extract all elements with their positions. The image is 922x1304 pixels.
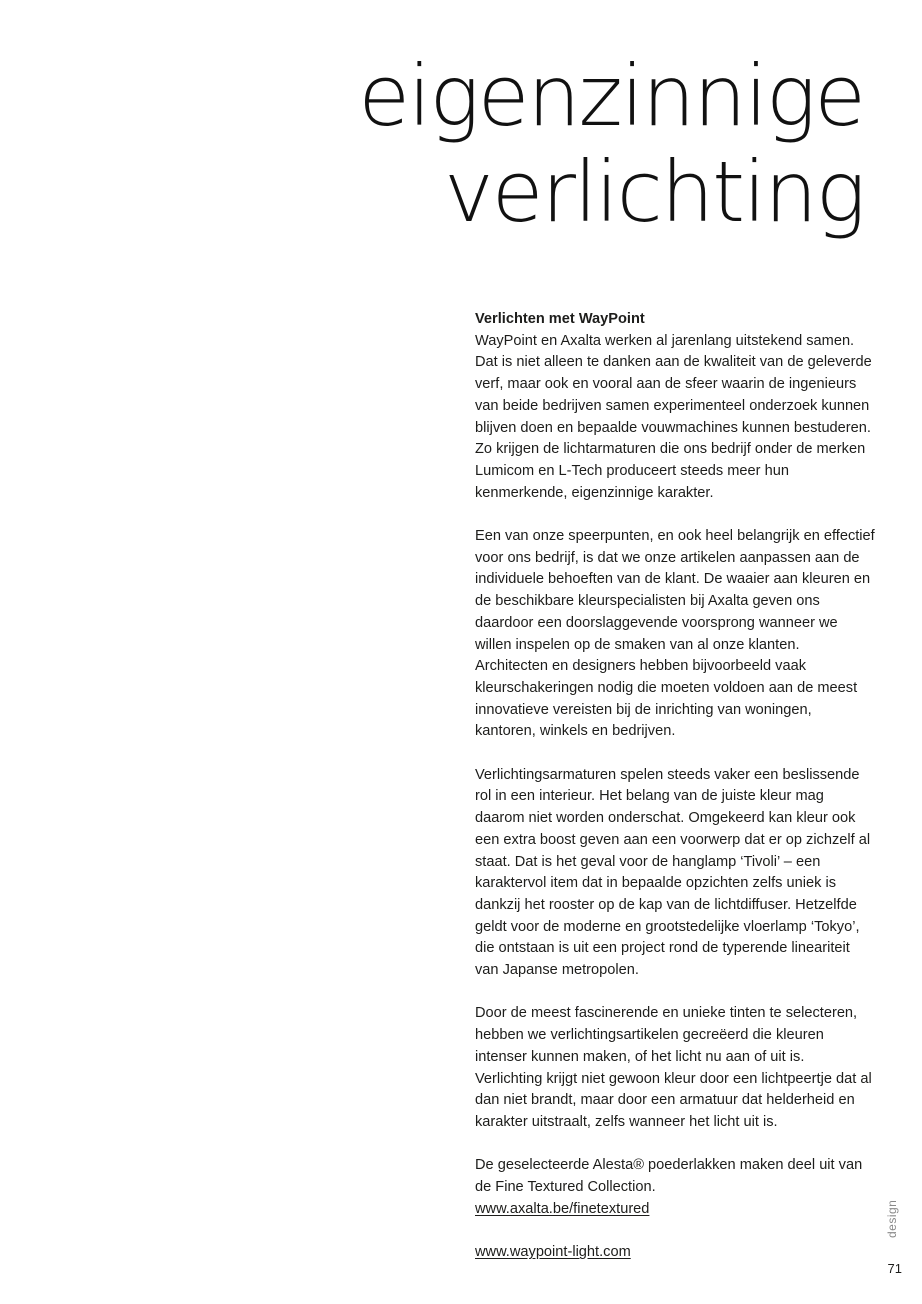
paragraph-2: Een van onze speerpunten, en ook heel belangrijk en effectief voor ons bedrijf, is dat we onze artikelen aanpassen aan de individuele behoeften van de klant. De waaier aan kleuren en de beschikbare kleurspecialisten bij Axalta geven ons daardoor een doorslaggevende voorsprong wanneer we willen inspelen op de smaken van al onze klanten. Architecten en designers hebben bijvoorbeeld vaak kleurschakeringen nodig die moeten voldoen aan de meest innovatieve vereisten bij de inrichting van woningen, kantoren, winkels en bedrijven. [475,528,875,740]
closing-text: De geselecteerde Alesta® poederlakken maken deel uit van de Fine Textured Collection. [475,1157,863,1196]
closing-block [475,1155,875,1220]
paragraph-3: Verlichtingsarmaturen spelen steeds vaker een beslissende rol in een interieur. Het belang van de juiste kleur mag daarom niet worden onderschat. Omgekeerd kan kleur ook een extra boost geven aan een voorwerp dat er op zichzelf al staat. Dat is het geval voor de hanglamp ‘Tivoli’ – een karaktervol item dat in bepaalde opzichten zelfs uniek is dankzij het rooster op de kap van de lichtdiffuser. Hetzelfde geldt voor de moderne en grootstedelijke vloerlamp ‘Tokyo’, die ontstaan is uit een project rond de typerende lineariteit van Japanse metropolen. [475,766,871,979]
page-title [358,48,864,240]
article-body [475,309,875,1286]
title-line-1: eigenzinnige [358,47,864,145]
axalta-link[interactable]: www.axalta.be/finetextured [475,1200,650,1217]
paragraph-1: WayPoint en Axalta werken al jarenlang uitstekend samen. Dat is niet alleen te danken aan de kwaliteit van de geleverde verf, maar ook en vooral aan de sfeer waarin de ingenieurs van beide bedrijven samen experimenteel onderzoek kunnen blijven doen en bepaalde vouwmachines kunnen bestuderen. Zo krijgen de lichtarmaturen die ons bedrijf onder de merken Lumicom en L-Tech produceert steeds meer hun kenmerkende, eigenzinnige karakter. [475,332,872,501]
waypoint-link-block [475,1242,875,1264]
waypoint-link[interactable]: www.waypoint-light.com [475,1244,631,1261]
title-line-2: verlichting [444,143,864,241]
page-number: 71 [887,1261,902,1276]
section-label: design [885,1199,899,1238]
paragraph-4: Door de meest fascinerende en unieke tinten te selecteren, hebben we verlichtingsartikelen gecreëerd die kleuren intenser kunnen maken, of het licht nu aan of uit is. Verlichting krijgt niet gewoon kleur door een lichtpeertje dat al dan niet brandt, maar door een armatuur dat helderheid en karakter uitstraalt, zelfs wanneer het licht uit is. [475,1005,872,1130]
article-heading: Verlichten met WayPoint [475,311,645,327]
